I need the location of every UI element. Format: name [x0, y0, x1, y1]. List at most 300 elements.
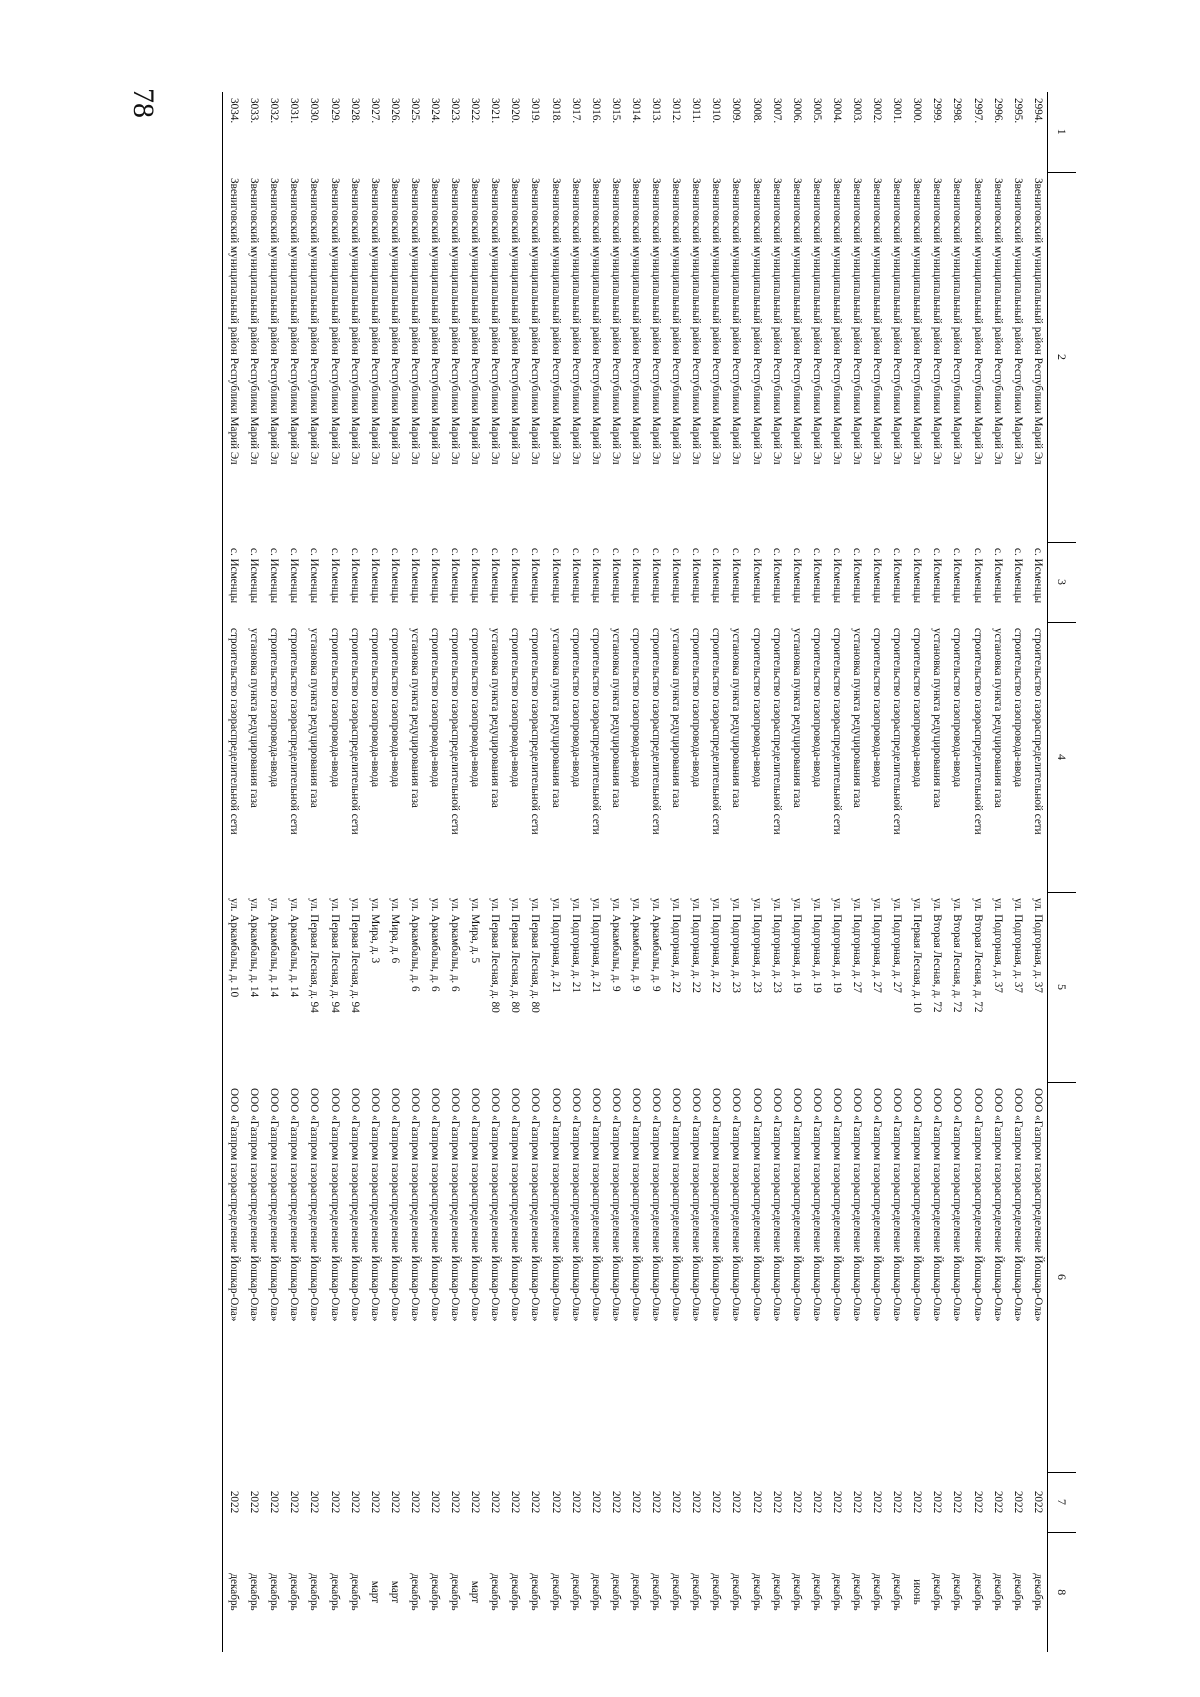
cell-year: 2022 — [388, 1490, 401, 1514]
cell-work-type: строительство газопровода-ввода — [388, 628, 401, 788]
cell-organization: ООО «Газпром газораспределение Йошкар-Ола» — [710, 1088, 723, 1322]
table-row — [585, 92, 605, 1652]
table-row — [886, 92, 906, 1652]
cell-municipality: Звениговский муниципальный район Республики Марий Эл — [223, 172, 244, 542]
cell-month: декабрь — [569, 1573, 582, 1611]
cell-year: 2022 — [871, 1490, 884, 1514]
cell-month: декабрь — [951, 1573, 964, 1611]
cell-row-number: 3011. — [690, 98, 703, 123]
cell-settlement: с. Исменцы — [670, 548, 683, 604]
cell-month: декабрь — [991, 1573, 1004, 1611]
table-row — [906, 92, 926, 1652]
cell-address: ул. Подгорная, д. 37 — [1031, 898, 1044, 993]
cell-work-type: установка пункта редуцирования газа — [931, 628, 944, 808]
cell-address: ул. Подгорная, д. 22 — [690, 898, 703, 993]
column-header: 1 — [1048, 92, 1077, 172]
cell-work-type: установка пункта редуцирования газа — [549, 628, 562, 808]
cell-municipality: Звениговский муниципальный район Республики Марий Эл — [429, 178, 442, 465]
cell-organization: ООО «Газпром газораспределение Йошкар-Ола» — [730, 1088, 743, 1322]
cell-work-type: строительство газопровода-ввода — [569, 628, 582, 788]
cell-month: декабрь — [589, 1573, 602, 1611]
cell-month: декабрь — [609, 1573, 622, 1611]
cell-work-type: установка пункта редуцирования газа — [730, 628, 743, 808]
cell-year: 2022 — [951, 1490, 964, 1514]
cell-organization: ООО «Газпром газораспределение Йошкар-Ола» — [589, 1088, 602, 1322]
cell-row-number: 2997. — [971, 98, 984, 124]
column-header: 3 — [1048, 542, 1077, 622]
cell-year: 2022 — [348, 1490, 361, 1514]
cell-row-number: 2996. — [991, 98, 1004, 124]
cell-work-type: строительство газопровода-ввода — [871, 628, 884, 788]
cell-organization: ООО «Газпром газораспределение Йошкар-Ола» — [670, 1088, 683, 1322]
cell-municipality: Звениговский муниципальный район Республики Марий Эл — [891, 178, 904, 465]
cell-work-type: строительство газораспределительной сети — [529, 628, 542, 835]
table-row — [565, 92, 585, 1652]
cell-year: 2022 — [429, 1490, 442, 1514]
cell-year: 2022 — [891, 1490, 904, 1514]
cell-organization: ООО «Газпром газораспределение Йошкар-Ола» — [1031, 1088, 1044, 1322]
cell-row-number: 3016. — [589, 98, 602, 124]
cell-work-type: строительство газопровода-ввода — [1011, 628, 1024, 788]
cell-work-type: установка пункта редуцирования газа — [609, 628, 622, 808]
cell-municipality: Звениговский муниципальный район Республики Марий Эл — [489, 178, 502, 465]
table-row — [384, 92, 404, 1652]
cell-work-type: установка пункта редуцирования газа — [408, 628, 421, 808]
cell-year: 2022 — [449, 1490, 462, 1514]
cell-row-number: 3000. — [911, 98, 924, 124]
rotated-table-wrapper — [192, 92, 1076, 1652]
table-row — [746, 92, 766, 1652]
cell-year: 2022 — [529, 1490, 542, 1514]
cell-municipality: Звениговский муниципальный район Республики Марий Эл — [931, 178, 944, 465]
table-row — [263, 92, 283, 1652]
table-row — [464, 92, 484, 1652]
table-row — [967, 92, 987, 1652]
cell-address: ул. Первая Лесная, д. 10 — [911, 898, 924, 1013]
cell-address: ул. Аркамбалы, д. 14 — [248, 898, 261, 998]
cell-organization: ООО «Газпром газораспределение Йошкар-Ола» — [449, 1088, 462, 1322]
page-number: 78 — [127, 88, 160, 118]
cell-work-type: строительство газораспределительной сети — [1031, 628, 1044, 835]
cell-year: 2022 — [710, 1490, 723, 1514]
table-row — [705, 92, 725, 1652]
cell-organization: ООО «Газпром газораспределение Йошкар-Ола» — [991, 1088, 1004, 1322]
cell-work-type: установка пункта редуцирования газа — [308, 628, 321, 808]
cell-month: декабрь — [730, 1573, 743, 1611]
cell-row-number: 3024. — [429, 98, 442, 124]
cell-month: декабрь — [830, 1573, 843, 1611]
cell-work-type: строительство газораспределительной сети — [589, 628, 602, 835]
cell-row-number: 3023. — [449, 98, 462, 124]
cell-municipality: Звениговский муниципальный район Республики Марий Эл — [850, 178, 863, 465]
cell-municipality: Звениговский муниципальный район Республики Марий Эл — [1031, 178, 1044, 465]
cell-month: декабрь — [931, 1573, 944, 1611]
cell-row-number: 3021. — [489, 98, 502, 124]
cell-settlement: с. Исменцы — [911, 548, 924, 604]
cell-municipality: Звениговский муниципальный район Республики Марий Эл — [730, 178, 743, 465]
cell-address: ул. Первая Лесная, д. 80 — [529, 898, 542, 1013]
cell-municipality: Звениговский муниципальный район Республики Марий Эл — [348, 178, 361, 465]
cell-settlement: с. Исменцы — [931, 548, 944, 604]
cell-row-number: 2994. — [1031, 98, 1044, 124]
cell-row-number: 3003. — [850, 98, 863, 124]
cell-work-type: установка пункта редуцирования газа — [991, 628, 1004, 808]
cell-month: декабрь — [1011, 1573, 1024, 1611]
table-row — [1007, 92, 1027, 1652]
cell-year: 2022 — [690, 1490, 703, 1514]
cell-organization: ООО «Газпром газораспределение Йошкар-Ола» — [750, 1088, 763, 1322]
cell-work-type: установка пункта редуцирования газа — [489, 628, 502, 808]
cell-row-number: 3030. — [308, 98, 321, 124]
cell-organization: ООО «Газпром газораспределение Йошкар-Ола» — [770, 1088, 783, 1322]
table-row — [926, 92, 946, 1652]
cell-address: ул. Подгорная, д. 19 — [810, 898, 823, 993]
cell-address: ул. Аркамбалы, д. 9 — [629, 898, 642, 992]
column-header: 8 — [1048, 1532, 1077, 1652]
cell-row-number: 2998. — [951, 98, 964, 124]
cell-row-number: 3002. — [871, 98, 884, 124]
cell-settlement: с. Исменцы — [750, 548, 763, 604]
cell-year: 2022 — [469, 1490, 482, 1514]
cell-settlement: с. Исменцы — [408, 548, 421, 604]
cell-work-type: строительство газопровода-ввода — [690, 628, 703, 788]
rotated-table-container — [192, 92, 1076, 1652]
cell-address: ул. Подгорная, д. 21 — [569, 898, 582, 993]
cell-organization: ООО «Газпром газораспределение Йошкар-Ола» — [891, 1088, 904, 1322]
table-row — [987, 92, 1007, 1652]
table-row — [283, 92, 303, 1652]
cell-work-type: строительство газопровода-ввода — [429, 628, 442, 788]
cell-year: 2022 — [368, 1490, 381, 1514]
cell-year: 2022 — [991, 1490, 1004, 1514]
cell-organization: ООО «Газпром газораспределение Йошкар-Ола» — [629, 1088, 642, 1322]
cell-municipality: Звениговский муниципальный район Республики Марий Эл — [609, 178, 622, 465]
cell-month: декабрь — [850, 1573, 863, 1611]
cell-month: декабрь — [629, 1573, 642, 1611]
cell-month: декабрь — [489, 1573, 502, 1611]
cell-year: 2022 — [223, 1472, 244, 1532]
cell-work-type: установка пункта редуцирования газа — [850, 628, 863, 808]
cell-row-number: 3025. — [408, 98, 421, 124]
cell-year: 2022 — [750, 1490, 763, 1514]
cell-work-type: строительство газораспределительной сети — [223, 622, 244, 892]
cell-month: декабрь — [790, 1573, 803, 1611]
cell-organization: ООО «Газпром газораспределение Йошкар-Ола» — [850, 1088, 863, 1322]
cell-organization: ООО «Газпром газораспределение Йошкар-Ола» — [911, 1088, 924, 1322]
cell-work-type: строительство газораспределительной сети — [449, 628, 462, 835]
cell-year: 2022 — [248, 1490, 261, 1514]
cell-address: ул. Подгорная, д. 21 — [549, 898, 562, 993]
cell-address: ул. Аркамбалы, д. 14 — [268, 898, 281, 998]
cell-organization: ООО «Газпром газораспределение Йошкар-Ола» — [328, 1088, 341, 1322]
cell-year: 2022 — [911, 1490, 924, 1514]
table-row — [444, 92, 464, 1652]
cell-settlement: с. Исменцы — [1011, 548, 1024, 604]
cell-organization: ООО «Газпром газораспределение Йошкар-Ола» — [489, 1088, 502, 1322]
cell-work-type: строительство газопровода-ввода — [268, 628, 281, 788]
cell-year: 2022 — [730, 1490, 743, 1514]
gasification-table — [222, 92, 1076, 1652]
cell-organization: ООО «Газпром газораспределение Йошкар-Ола» — [388, 1088, 401, 1322]
cell-row-number: 3009. — [730, 98, 743, 124]
cell-settlement: с. Исменцы — [871, 548, 884, 604]
cell-row-number: 3018. — [549, 98, 562, 124]
cell-month: декабрь — [223, 1532, 244, 1652]
cell-municipality: Звениговский муниципальный район Республики Марий Эл — [368, 178, 381, 465]
table-row — [504, 92, 524, 1652]
cell-municipality: Звениговский муниципальный район Республики Марий Эл — [549, 178, 562, 465]
cell-work-type: строительство газораспределительной сети — [288, 628, 301, 835]
cell-settlement: с. Исменцы — [429, 548, 442, 604]
cell-municipality: Звениговский муниципальный район Республики Марий Эл — [770, 178, 783, 465]
cell-settlement: с. Исменцы — [469, 548, 482, 604]
cell-address: ул. Первая Лесная, д. 80 — [489, 898, 502, 1013]
cell-organization: ООО «Газпром газораспределение Йошкар-Ола» — [268, 1088, 281, 1322]
cell-month: декабрь — [348, 1573, 361, 1611]
cell-organization: ООО «Газпром газораспределение Йошкар-Ола» — [931, 1088, 944, 1322]
cell-work-type: установка пункта редуцирования газа — [248, 628, 261, 808]
cell-address: ул. Первая Лесная, д. 94 — [328, 898, 341, 1013]
table-row — [866, 92, 886, 1652]
cell-year: 2022 — [549, 1490, 562, 1514]
cell-year: 2022 — [569, 1490, 582, 1514]
column-header: 7 — [1048, 1472, 1077, 1532]
cell-organization: ООО «Газпром газораспределение Йошкар-Ола» — [469, 1088, 482, 1322]
cell-address: ул. Подгорная, д. 37 — [1011, 898, 1024, 993]
cell-settlement: с. Исменцы — [449, 548, 462, 604]
cell-settlement: с. Исменцы — [388, 548, 401, 604]
cell-address: ул. Аркамбалы, д. 14 — [288, 898, 301, 998]
cell-year: 2022 — [931, 1490, 944, 1514]
cell-year: 2022 — [308, 1490, 321, 1514]
cell-settlement: с. Исменцы — [1031, 548, 1044, 604]
cell-municipality: Звениговский муниципальный район Республики Марий Эл — [328, 178, 341, 465]
cell-municipality: Звениговский муниципальный район Республики Марий Эл — [589, 178, 602, 465]
cell-row-number: 3008. — [750, 98, 763, 124]
cell-settlement: с. Исменцы — [328, 548, 341, 604]
cell-month: декабрь — [670, 1573, 683, 1611]
cell-row-number: 3006. — [790, 98, 803, 124]
cell-settlement: с. Исменцы — [549, 548, 562, 604]
table-row — [786, 92, 806, 1652]
cell-municipality: Звениговский муниципальный район Республики Марий Эл — [750, 178, 763, 465]
cell-settlement: с. Исменцы — [489, 548, 502, 604]
cell-work-type: строительство газораспределительной сети — [650, 628, 663, 835]
cell-row-number: 3028. — [348, 98, 361, 124]
table-row — [1027, 92, 1048, 1652]
cell-address: ул. Аркамбалы, д. 10 — [223, 892, 244, 1082]
cell-settlement: с. Исменцы — [223, 542, 244, 622]
cell-settlement: с. Исменцы — [810, 548, 823, 604]
cell-address: ул. Подгорная, д. 21 — [589, 898, 602, 993]
table-row — [484, 92, 504, 1652]
cell-year: 2022 — [328, 1490, 341, 1514]
cell-address: ул. Подгорная, д. 19 — [830, 898, 843, 993]
cell-row-number: 3034. — [223, 92, 244, 172]
column-header: 5 — [1048, 892, 1077, 1082]
cell-settlement: с. Исменцы — [850, 548, 863, 604]
cell-settlement: с. Исменцы — [569, 548, 582, 604]
column-header: 6 — [1048, 1082, 1077, 1472]
cell-organization: ООО «Газпром газораспределение Йошкар-Ола» — [871, 1088, 884, 1322]
cell-address: ул. Подгорная, д. 27 — [871, 898, 884, 993]
cell-address: ул. Аркамбалы, д. 9 — [609, 898, 622, 992]
cell-municipality: Звениговский муниципальный район Республики Марий Эл — [308, 178, 321, 465]
cell-year: 2022 — [670, 1490, 683, 1514]
table-row — [545, 92, 565, 1652]
cell-address: ул. Аркамбалы, д. 6 — [429, 898, 442, 992]
table-row — [826, 92, 846, 1652]
table-row — [947, 92, 967, 1652]
table-row — [223, 92, 244, 1652]
cell-municipality: Звениговский муниципальный район Республики Марий Эл — [288, 178, 301, 465]
cell-organization: ООО «Газпром газораспределение Йошкар-Ола» — [288, 1088, 301, 1322]
table-row — [665, 92, 685, 1652]
cell-month: декабрь — [549, 1573, 562, 1611]
cell-month: декабрь — [509, 1573, 522, 1611]
cell-month: март — [469, 1580, 482, 1604]
cell-settlement: с. Исменцы — [710, 548, 723, 604]
cell-month: декабрь — [770, 1573, 783, 1611]
table-row — [645, 92, 665, 1652]
cell-month: декабрь — [871, 1573, 884, 1611]
cell-address: ул. Мира, д. 5 — [469, 898, 482, 964]
cell-settlement: с. Исменцы — [971, 548, 984, 604]
cell-organization: ООО «Газпром газораспределение Йошкар-Ола» — [1011, 1088, 1024, 1322]
cell-month: декабрь — [650, 1573, 663, 1611]
cell-municipality: Звениговский муниципальный район Республики Марий Эл — [670, 178, 683, 465]
cell-work-type: строительство газораспределительной сети — [770, 628, 783, 835]
cell-municipality: Звениговский муниципальный район Республики Марий Эл — [690, 178, 703, 465]
cell-month: декабрь — [449, 1573, 462, 1611]
cell-work-type: строительство газораспределительной сети — [348, 628, 361, 835]
table-row — [424, 92, 444, 1652]
cell-municipality: Звениговский муниципальный район Республики Марий Эл — [469, 178, 482, 465]
column-header: 2 — [1048, 172, 1077, 542]
cell-settlement: с. Исменцы — [509, 548, 522, 604]
cell-row-number: 3010. — [710, 98, 723, 124]
cell-month: декабрь — [308, 1573, 321, 1611]
cell-month: декабрь — [971, 1573, 984, 1611]
cell-address: ул. Мира, д. 6 — [388, 898, 401, 964]
cell-municipality: Звениговский муниципальный район Республики Марий Эл — [1011, 178, 1024, 465]
cell-settlement: с. Исменцы — [650, 548, 663, 604]
cell-year: 2022 — [288, 1490, 301, 1514]
cell-row-number: 3020. — [509, 98, 522, 124]
cell-month: декабрь — [690, 1573, 703, 1611]
cell-year: 2022 — [408, 1490, 421, 1514]
cell-year: 2022 — [810, 1490, 823, 1514]
cell-address: ул. Аркамбалы, д. 9 — [650, 898, 663, 992]
cell-organization: ООО «Газпром газораспределение Йошкар-Ола» — [609, 1088, 622, 1322]
cell-row-number: 3013. — [650, 98, 663, 124]
table-row — [243, 92, 263, 1652]
cell-settlement: с. Исменцы — [991, 548, 1004, 604]
table-row — [625, 92, 645, 1652]
table-row — [304, 92, 324, 1652]
cell-settlement: с. Исменцы — [891, 548, 904, 604]
table-row — [806, 92, 826, 1652]
cell-month: март — [388, 1580, 401, 1604]
cell-year: 2022 — [268, 1490, 281, 1514]
cell-address: ул. Подгорная, д. 23 — [750, 898, 763, 993]
cell-address: ул. Подгорная, д. 23 — [770, 898, 783, 993]
cell-work-type: строительство газораспределительной сети — [710, 628, 723, 835]
cell-month: декабрь — [408, 1573, 421, 1611]
cell-year: 2022 — [850, 1490, 863, 1514]
cell-row-number: 3022. — [469, 98, 482, 124]
cell-work-type: строительство газораспределительной сети — [891, 628, 904, 835]
cell-settlement: с. Исменцы — [830, 548, 843, 604]
table-row — [685, 92, 705, 1652]
cell-work-type: строительство газораспределительной сети — [830, 628, 843, 835]
cell-organization: ООО «Газпром газораспределение Йошкар-Ола» — [690, 1088, 703, 1322]
cell-settlement: с. Исменцы — [308, 548, 321, 604]
cell-municipality: Звениговский муниципальный район Республики Марий Эл — [248, 178, 261, 465]
cell-municipality: Звениговский муниципальный район Республики Марий Эл — [449, 178, 462, 465]
table-row — [766, 92, 786, 1652]
table-body — [223, 92, 1048, 1652]
cell-address: ул. Аркамбалы, д. 6 — [449, 898, 462, 992]
cell-address: ул. Первая Лесная, д. 94 — [348, 898, 361, 1013]
cell-organization: ООО «Газпром газораспределение Йошкар-Ола» — [368, 1088, 381, 1322]
cell-settlement: с. Исменцы — [368, 548, 381, 604]
cell-work-type: строительство газораспределительной сети — [971, 628, 984, 835]
cell-address: ул. Вторая Лесная, д. 72 — [971, 898, 984, 1013]
cell-organization: ООО «Газпром газораспределение Йошкар-Ола» — [569, 1088, 582, 1322]
cell-municipality: Звениговский муниципальный район Республики Марий Эл — [871, 178, 884, 465]
cell-organization: ООО «Газпром газораспределение Йошкар-Ола» — [830, 1088, 843, 1322]
cell-year: 2022 — [770, 1490, 783, 1514]
table-row — [525, 92, 545, 1652]
cell-work-type: строительство газопровода-ввода — [328, 628, 341, 788]
cell-month: июнь — [911, 1579, 924, 1605]
cell-work-type: строительство газопровода-ввода — [469, 628, 482, 788]
cell-municipality: Звениговский муниципальный район Республики Марий Эл — [830, 178, 843, 465]
cell-year: 2022 — [1011, 1490, 1024, 1514]
cell-year: 2022 — [629, 1490, 642, 1514]
cell-year: 2022 — [830, 1490, 843, 1514]
cell-settlement: с. Исменцы — [730, 548, 743, 604]
cell-settlement: с. Исменцы — [348, 548, 361, 604]
cell-month: декабрь — [529, 1573, 542, 1611]
cell-settlement: с. Исменцы — [790, 548, 803, 604]
table-row — [344, 92, 364, 1652]
table-row — [605, 92, 625, 1652]
cell-settlement: с. Исменцы — [951, 548, 964, 604]
cell-month: декабрь — [750, 1573, 763, 1611]
cell-organization: ООО «Газпром газораспределение Йошкар-Ола» — [810, 1088, 823, 1322]
cell-organization: ООО «Газпром газораспределение Йошкар-Ола» — [248, 1088, 261, 1322]
cell-row-number: 3031. — [288, 98, 301, 124]
cell-row-number: 3027. — [368, 98, 381, 124]
cell-municipality: Звениговский муниципальный район Республики Марий Эл — [268, 178, 281, 465]
cell-year: 2022 — [609, 1490, 622, 1514]
cell-month: декабрь — [328, 1573, 341, 1611]
cell-settlement: с. Исменцы — [248, 548, 261, 604]
cell-work-type: строительство газопровода-ввода — [629, 628, 642, 788]
table-row — [846, 92, 866, 1652]
cell-month: декабрь — [268, 1573, 281, 1611]
cell-row-number: 3012. — [670, 98, 683, 124]
cell-month: декабрь — [891, 1573, 904, 1611]
cell-address: ул. Подгорная, д. 37 — [991, 898, 1004, 993]
cell-month: март — [368, 1580, 381, 1604]
cell-work-type: строительство газопровода-ввода — [509, 628, 522, 788]
cell-organization: ООО «Газпром газораспределение Йошкар-Ола» — [529, 1088, 542, 1322]
cell-month: декабрь — [288, 1573, 301, 1611]
cell-municipality: Звениговский муниципальный район Республики Марий Эл — [810, 178, 823, 465]
